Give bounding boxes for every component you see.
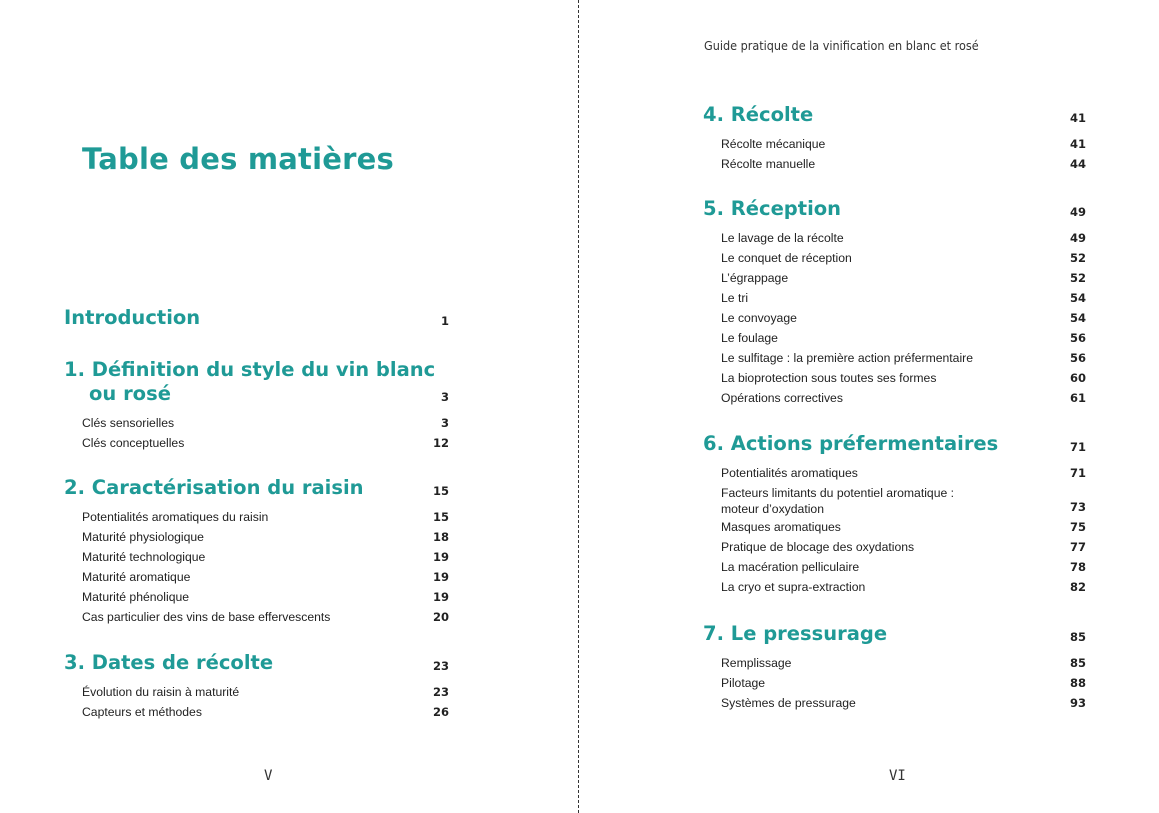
section-page-number: 15 [432,484,449,498]
left-page [0,0,578,813]
toc-entry: Le sulfitage : la première action préfermentaire 56 [721,351,1086,365]
toc-entry: La macération pelliculaire 78 [721,560,1086,574]
toc-entry: Potentialités aromatiques du raisin 15 [82,510,449,524]
toc-entry: Clés sensorielles 3 [82,416,449,430]
section-title: 4. Récolte [703,103,814,126]
toc-section-2 [64,476,449,627]
right-page [580,0,1159,813]
toc-entry: La cryo et supra-extraction 82 [721,580,1086,594]
toc-entry: Maturité phénolique 19 [82,590,449,604]
toc-entry: Maturité physiologique 18 [82,530,449,544]
section-title: 7. Le pressurage [703,622,888,645]
toc-entry: Systèmes de pressurage 93 [721,696,1086,710]
toc-section-6 [703,432,1086,597]
toc-entry: Récolte manuelle 44 [721,157,1086,171]
section-page-number: 23 [432,659,449,673]
toc-entry: Clés conceptuelles 12 [82,436,449,450]
page-title: Table des matières [82,142,394,176]
toc-section-4 [703,103,1086,174]
entry-list [703,653,1086,713]
page-number: V [264,768,273,784]
page-divider [578,0,579,813]
toc-section-3 [64,651,449,722]
entry-list [703,463,1086,597]
section-title: 1. Définition du style du vin blanc ou rosé [64,358,436,405]
toc-entry: La bioprotection sous toutes ses formes 60 [721,371,1086,385]
toc-section-7 [703,622,1086,713]
entry-list [64,413,449,453]
entry-list [703,134,1086,174]
section-page-number: 85 [1069,630,1086,644]
entry-list [64,507,449,627]
toc-entry: Le foulage 56 [721,331,1086,345]
toc-entry: Pilotage 88 [721,676,1086,690]
toc-entry: Cas particulier des vins de base effervescents 20 [82,610,449,624]
toc-section-1 [64,358,449,453]
toc-entry: Potentialités aromatiques 71 [721,466,1086,480]
toc-entry: Masques aromatiques 75 [721,520,1086,534]
page-number: VI [889,768,906,784]
toc-entry: Facteurs limitants du potentiel aromatique : moteur d’oxydation 73 [721,486,1086,516]
section-title: Introduction [64,306,201,329]
toc-entry: Le tri 54 [721,291,1086,305]
toc-entry: Pratique de blocage des oxydations 77 [721,540,1086,554]
toc-entry: Le conquet de réception 52 [721,251,1086,265]
section-page-number: 1 [440,314,449,328]
toc-entry: Le lavage de la récolte 49 [721,231,1086,245]
toc-entry: Maturité technologique 19 [82,550,449,564]
section-title: 5. Réception [703,197,842,220]
section-page-number: 3 [440,390,449,404]
section-page-number: 41 [1069,111,1086,125]
section-title: 6. Actions préfermentaires [703,432,999,455]
toc-entry: Remplissage 85 [721,656,1086,670]
toc-entry: Maturité aromatique 19 [82,570,449,584]
section-page-number: 71 [1069,440,1086,454]
toc-entry: Opérations correctives 61 [721,391,1086,405]
toc-section-introduction [64,306,449,330]
entry-list [703,228,1086,408]
section-page-number: 49 [1069,205,1086,219]
toc-section-5 [703,197,1086,408]
toc-entry: Récolte mécanique 41 [721,137,1086,151]
section-title: 3. Dates de récolte [64,651,274,674]
toc-entry: Évolution du raisin à maturité 23 [82,685,449,699]
toc-entry: Capteurs et méthodes 26 [82,705,449,719]
toc-entry: L’égrappage 52 [721,271,1086,285]
running-head: Guide pratique de la vinification en blanc et rosé [704,38,979,53]
section-title: 2. Caractérisation du raisin [64,476,364,499]
toc-entry: Le convoyage 54 [721,311,1086,325]
entry-list [64,682,449,722]
